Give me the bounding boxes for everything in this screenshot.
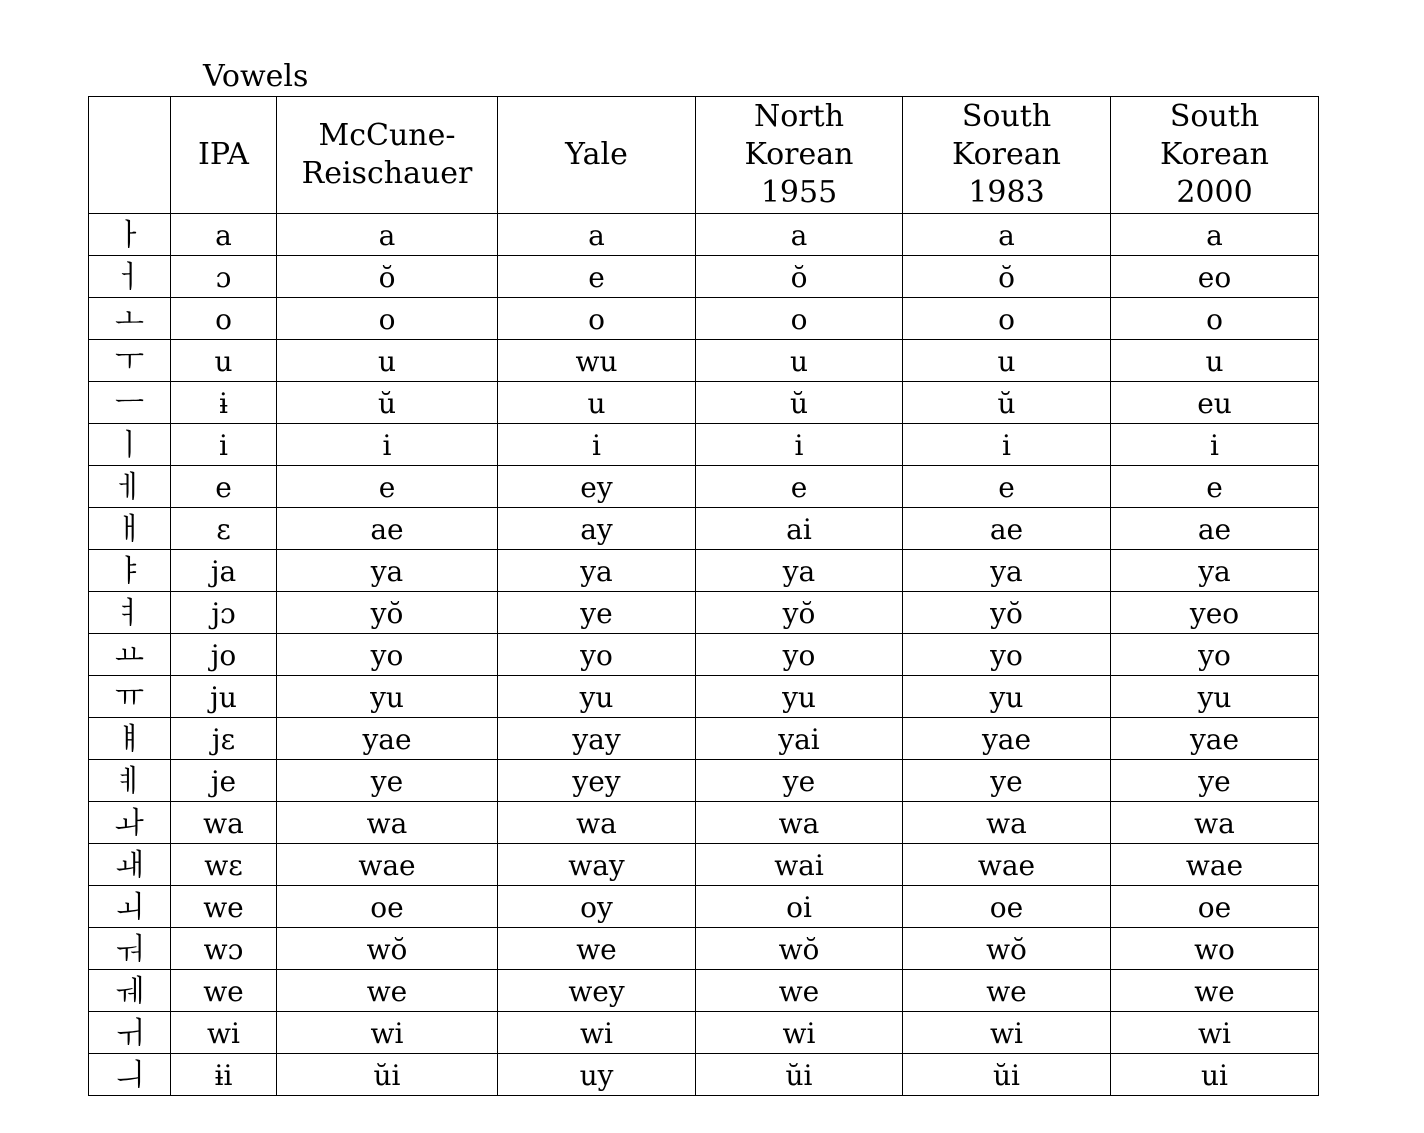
hangul-cell: ㅞ — [89, 970, 171, 1012]
ipa-cell: ɨi — [171, 1054, 277, 1096]
yale-cell: we — [498, 928, 696, 970]
yale-cell: wu — [498, 340, 696, 382]
table-row — [89, 676, 1319, 718]
south-korean-2000-cell: eo — [1111, 256, 1319, 298]
header-row — [89, 97, 1319, 214]
hangul-cell: ㅖ — [89, 760, 171, 802]
header-line: Korean — [1160, 137, 1269, 172]
north-korean-1955-cell: yŏ — [696, 592, 903, 634]
yale-cell: wi — [498, 1012, 696, 1054]
mccune-reischauer-cell: e — [277, 466, 498, 508]
header-south-korean-1983 — [903, 97, 1111, 214]
yale-cell: ya — [498, 550, 696, 592]
header-line: South — [961, 99, 1052, 134]
north-korean-1955-cell: yo — [696, 634, 903, 676]
ipa-cell: we — [171, 886, 277, 928]
table-row — [89, 718, 1319, 760]
hangul-cell: ㅒ — [89, 718, 171, 760]
header-line: Yale — [565, 137, 628, 172]
header-north-korean-1955 — [696, 97, 903, 214]
north-korean-1955-cell: u — [696, 340, 903, 382]
ipa-cell: ju — [171, 676, 277, 718]
hangul-cell: ㅢ — [89, 1054, 171, 1096]
ipa-cell: e — [171, 466, 277, 508]
table-row — [89, 424, 1319, 466]
yale-cell: a — [498, 214, 696, 256]
hangul-cell: ㅔ — [89, 466, 171, 508]
table-row — [89, 592, 1319, 634]
mccune-reischauer-cell: yu — [277, 676, 498, 718]
hangul-cell: ㅠ — [89, 676, 171, 718]
north-korean-1955-cell: i — [696, 424, 903, 466]
ipa-cell: ɨ — [171, 382, 277, 424]
ipa-cell: wa — [171, 802, 277, 844]
table-row — [89, 256, 1319, 298]
north-korean-1955-cell: yu — [696, 676, 903, 718]
south-korean-1983-cell: we — [903, 970, 1111, 1012]
mccune-reischauer-cell: a — [277, 214, 498, 256]
south-korean-2000-cell: yo — [1111, 634, 1319, 676]
header-south-korean-2000 — [1111, 97, 1319, 214]
yale-cell: o — [498, 298, 696, 340]
south-korean-1983-cell: yŏ — [903, 592, 1111, 634]
ipa-cell: je — [171, 760, 277, 802]
north-korean-1955-cell: wŏ — [696, 928, 903, 970]
header-line: 1983 — [968, 175, 1045, 210]
table-body — [89, 214, 1319, 1096]
mccune-reischauer-cell: we — [277, 970, 498, 1012]
south-korean-1983-cell: i — [903, 424, 1111, 466]
south-korean-1983-cell: e — [903, 466, 1111, 508]
north-korean-1955-cell: wi — [696, 1012, 903, 1054]
mccune-reischauer-cell: ŭi — [277, 1054, 498, 1096]
hangul-cell: ㅜ — [89, 340, 171, 382]
yale-cell: i — [498, 424, 696, 466]
hangul-cell: ㅙ — [89, 844, 171, 886]
ipa-cell: wi — [171, 1012, 277, 1054]
yale-cell: uy — [498, 1054, 696, 1096]
table-row — [89, 466, 1319, 508]
ipa-cell: we — [171, 970, 277, 1012]
hangul-cell: ㅓ — [89, 256, 171, 298]
south-korean-2000-cell: ae — [1111, 508, 1319, 550]
hangul-cell: ㅚ — [89, 886, 171, 928]
table-row — [89, 508, 1319, 550]
south-korean-1983-cell: yo — [903, 634, 1111, 676]
hangul-cell: ㅏ — [89, 214, 171, 256]
mccune-reischauer-cell: wae — [277, 844, 498, 886]
ipa-cell: ɛ — [171, 508, 277, 550]
yale-cell: ey — [498, 466, 696, 508]
hangul-cell: ㅝ — [89, 928, 171, 970]
south-korean-2000-cell: oe — [1111, 886, 1319, 928]
header-line: Korean — [744, 137, 854, 172]
mccune-reischauer-cell: yo — [277, 634, 498, 676]
mccune-reischauer-cell: ŏ — [277, 256, 498, 298]
north-korean-1955-cell: ŭi — [696, 1054, 903, 1096]
header-line: South — [1169, 99, 1260, 134]
table-row — [89, 382, 1319, 424]
header-ipa — [171, 97, 277, 214]
table-row — [89, 802, 1319, 844]
south-korean-1983-cell: wae — [903, 844, 1111, 886]
north-korean-1955-cell: ŏ — [696, 256, 903, 298]
mccune-reischauer-cell: o — [277, 298, 498, 340]
hangul-cell: ㅣ — [89, 424, 171, 466]
header-line: IPA — [198, 137, 249, 172]
south-korean-2000-cell: a — [1111, 214, 1319, 256]
south-korean-2000-cell: o — [1111, 298, 1319, 340]
mccune-reischauer-cell: ŭ — [277, 382, 498, 424]
yale-cell: wa — [498, 802, 696, 844]
yale-cell: yey — [498, 760, 696, 802]
yale-cell: ay — [498, 508, 696, 550]
north-korean-1955-cell: wa — [696, 802, 903, 844]
yale-cell: yay — [498, 718, 696, 760]
south-korean-1983-cell: ŏ — [903, 256, 1111, 298]
south-korean-1983-cell: yu — [903, 676, 1111, 718]
south-korean-1983-cell: ye — [903, 760, 1111, 802]
table-row — [89, 844, 1319, 886]
north-korean-1955-cell: ye — [696, 760, 903, 802]
header-line: Reischauer — [301, 156, 473, 191]
south-korean-1983-cell: ŭ — [903, 382, 1111, 424]
header-line: North — [753, 99, 845, 134]
south-korean-1983-cell: wi — [903, 1012, 1111, 1054]
south-korean-1983-cell: ya — [903, 550, 1111, 592]
vowel-romanization-table — [88, 96, 1319, 1096]
ipa-cell: jɛ — [171, 718, 277, 760]
mccune-reischauer-cell: yae — [277, 718, 498, 760]
north-korean-1955-cell: we — [696, 970, 903, 1012]
yale-cell: wey — [498, 970, 696, 1012]
south-korean-2000-cell: we — [1111, 970, 1319, 1012]
north-korean-1955-cell: yai — [696, 718, 903, 760]
hangul-cell: ㅐ — [89, 508, 171, 550]
hangul-cell: ㅘ — [89, 802, 171, 844]
south-korean-1983-cell: oe — [903, 886, 1111, 928]
hangul-cell: ㅑ — [89, 550, 171, 592]
yale-cell: ye — [498, 592, 696, 634]
ipa-cell: jɔ — [171, 592, 277, 634]
table-caption: Vowels — [203, 59, 309, 94]
header-line: 2000 — [1176, 175, 1253, 210]
mccune-reischauer-cell: ae — [277, 508, 498, 550]
hangul-cell: ㅟ — [89, 1012, 171, 1054]
ipa-cell: wɔ — [171, 928, 277, 970]
south-korean-1983-cell: ŭi — [903, 1054, 1111, 1096]
table-row — [89, 970, 1319, 1012]
mccune-reischauer-cell: i — [277, 424, 498, 466]
yale-cell: way — [498, 844, 696, 886]
north-korean-1955-cell: a — [696, 214, 903, 256]
table-row — [89, 886, 1319, 928]
south-korean-2000-cell: yae — [1111, 718, 1319, 760]
south-korean-1983-cell: a — [903, 214, 1111, 256]
ipa-cell: wɛ — [171, 844, 277, 886]
table-row — [89, 550, 1319, 592]
table-row — [89, 340, 1319, 382]
south-korean-2000-cell: u — [1111, 340, 1319, 382]
south-korean-1983-cell: wa — [903, 802, 1111, 844]
ipa-cell: jo — [171, 634, 277, 676]
south-korean-2000-cell: ui — [1111, 1054, 1319, 1096]
mccune-reischauer-cell: wa — [277, 802, 498, 844]
header-line: 1955 — [760, 175, 838, 210]
south-korean-2000-cell: ye — [1111, 760, 1319, 802]
hangul-cell: ㅗ — [89, 298, 171, 340]
ipa-cell: i — [171, 424, 277, 466]
mccune-reischauer-cell: ya — [277, 550, 498, 592]
yale-cell: u — [498, 382, 696, 424]
table-row — [89, 928, 1319, 970]
header-mccune-reischauer — [277, 97, 498, 214]
south-korean-2000-cell: e — [1111, 466, 1319, 508]
header-hangul — [89, 97, 171, 214]
north-korean-1955-cell: ya — [696, 550, 903, 592]
hangul-cell: ㅕ — [89, 592, 171, 634]
ipa-cell: a — [171, 214, 277, 256]
mccune-reischauer-cell: wŏ — [277, 928, 498, 970]
table-row — [89, 214, 1319, 256]
ipa-cell: ja — [171, 550, 277, 592]
mccune-reischauer-cell: ye — [277, 760, 498, 802]
south-korean-2000-cell: yeo — [1111, 592, 1319, 634]
north-korean-1955-cell: wai — [696, 844, 903, 886]
south-korean-2000-cell: eu — [1111, 382, 1319, 424]
south-korean-2000-cell: wa — [1111, 802, 1319, 844]
north-korean-1955-cell: ŭ — [696, 382, 903, 424]
header-line: Korean — [952, 137, 1061, 172]
south-korean-1983-cell: u — [903, 340, 1111, 382]
table-row — [89, 1012, 1319, 1054]
yale-cell: oy — [498, 886, 696, 928]
yale-cell: yu — [498, 676, 696, 718]
header-yale — [498, 97, 696, 214]
south-korean-1983-cell: o — [903, 298, 1111, 340]
north-korean-1955-cell: o — [696, 298, 903, 340]
south-korean-2000-cell: ya — [1111, 550, 1319, 592]
mccune-reischauer-cell: u — [277, 340, 498, 382]
ipa-cell: u — [171, 340, 277, 382]
header-line: McCune- — [318, 118, 456, 153]
mccune-reischauer-cell: oe — [277, 886, 498, 928]
south-korean-2000-cell: wae — [1111, 844, 1319, 886]
hangul-cell: ㅡ — [89, 382, 171, 424]
south-korean-2000-cell: yu — [1111, 676, 1319, 718]
south-korean-2000-cell: wi — [1111, 1012, 1319, 1054]
ipa-cell: o — [171, 298, 277, 340]
table-row — [89, 298, 1319, 340]
south-korean-2000-cell: i — [1111, 424, 1319, 466]
yale-cell: yo — [498, 634, 696, 676]
south-korean-1983-cell: wŏ — [903, 928, 1111, 970]
table-row — [89, 760, 1319, 802]
yale-cell: e — [498, 256, 696, 298]
mccune-reischauer-cell: wi — [277, 1012, 498, 1054]
south-korean-2000-cell: wo — [1111, 928, 1319, 970]
north-korean-1955-cell: oi — [696, 886, 903, 928]
south-korean-1983-cell: ae — [903, 508, 1111, 550]
ipa-cell: ɔ — [171, 256, 277, 298]
south-korean-1983-cell: yae — [903, 718, 1111, 760]
mccune-reischauer-cell: yŏ — [277, 592, 498, 634]
north-korean-1955-cell: ai — [696, 508, 903, 550]
hangul-cell: ㅛ — [89, 634, 171, 676]
north-korean-1955-cell: e — [696, 466, 903, 508]
table-row — [89, 1054, 1319, 1096]
table-row — [89, 634, 1319, 676]
